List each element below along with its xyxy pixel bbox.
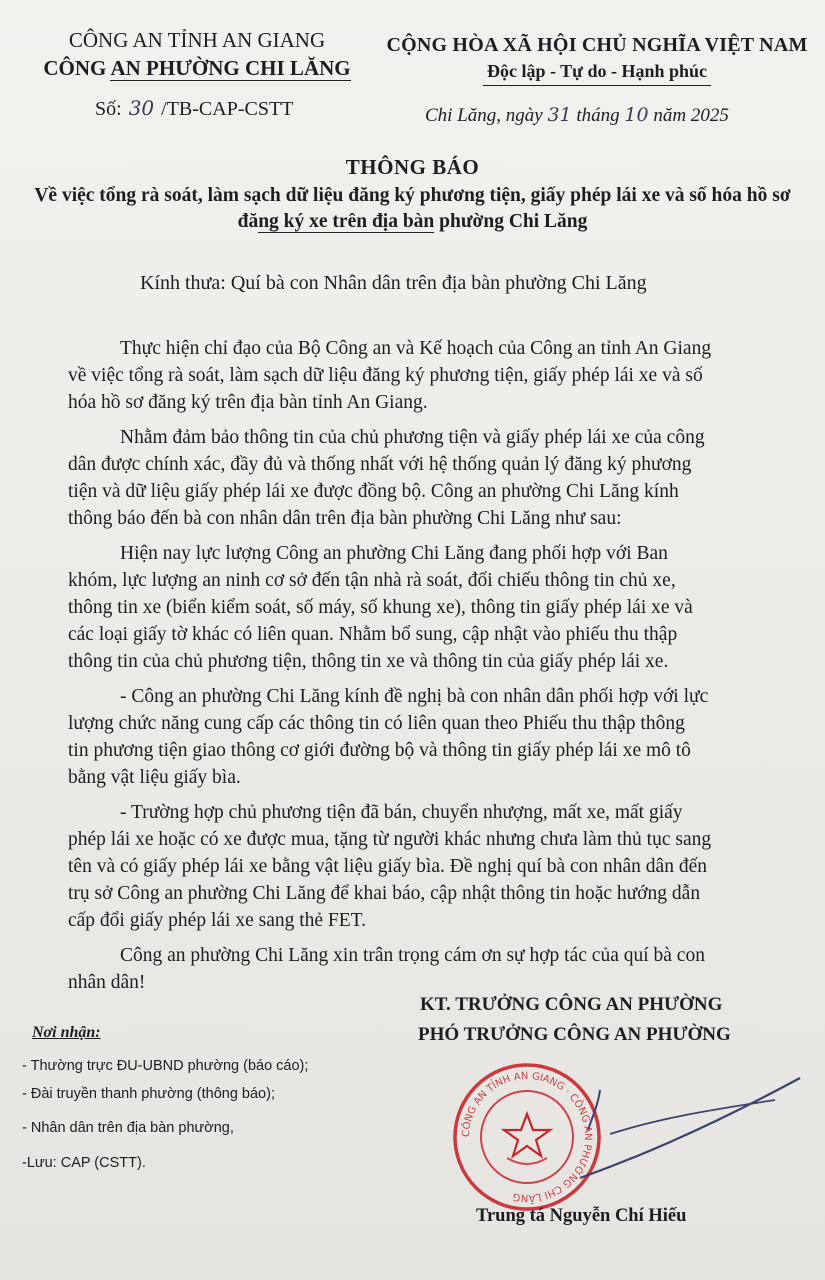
seal-ring-text: CÔNG AN TỈNH AN GIANG · CÔNG AN PHƯỜNG CHI LĂNG — [460, 1070, 594, 1204]
body-line: nhân dân! — [68, 972, 146, 993]
document-title: THÔNG BÁO — [345, 155, 480, 179]
national-heading — [372, 32, 822, 86]
agency-parent: CÔNG AN TỈNH AN GIANG — [68, 28, 326, 52]
body-line: bằng vật liệu giấy bìa. — [68, 767, 241, 788]
signature-title-line1: KT. TRƯỞNG CÔNG AN PHƯỜNG — [420, 994, 723, 1015]
document-subtitle: Về việc tổng rà soát, làm sạch dữ liệu đăng ký phương tiện, giấy phép lái xe và số hóa hồ sơ đăng ký xe trên địa bàn phường Chi Lăng — [34, 185, 791, 232]
recipient-item: - Nhân dân trên địa bàn phường, — [22, 1120, 234, 1136]
agency-name: CÔNG AN PHƯỜNG CHI LĂNG — [43, 56, 351, 80]
document-number: Số: 30 /TB-CAP-CSTT — [95, 96, 294, 120]
recipients-title: Nơi nhận: — [32, 1024, 101, 1041]
date-line: Chi Lăng, ngày 31 tháng 10 năm 2025 — [425, 104, 729, 126]
body-line: thông báo đến bà con nhân dân trên địa bàn phường Chi Lăng như sau: — [68, 508, 622, 529]
recipient-item: - Thường trực ĐU-UBND phường (báo cáo); — [22, 1058, 309, 1074]
handwritten-day: 31 — [547, 104, 572, 126]
signer-name: Trung tá Nguyễn Chí Hiếu — [476, 1206, 687, 1226]
salutation: Kính thưa: Quí bà con Nhân dân trên địa bàn phường Chi Lăng — [140, 272, 647, 294]
body-line: trụ sở Công an phường Chi Lăng để khai báo, cập nhật thông tin hoặc hướng dẫn — [68, 883, 701, 904]
body-line: Hiện nay lực lượng Công an phường Chi Lăng đang phối hợp với Ban — [120, 543, 668, 564]
body-line: các loại giấy tờ khác có liên quan. Nhằm bổ sung, cập nhật vào phiếu thu thập — [68, 624, 678, 645]
body-line: lượng chức năng cung cấp các thông tin có liên quan theo Phiếu thu thập thông — [68, 713, 685, 734]
body-line: Thực hiện chỉ đạo của Bộ Công an và Kế hoạch của Công an tỉnh An Giang — [120, 338, 712, 359]
body-line: tiện và dữ liệu giấy phép lái xe được đồng bộ. Công an phường Chi Lăng kính — [68, 481, 679, 502]
body-line: Nhằm đảm bảo thông tin của chủ phương tiện và giấy phép lái xe của công — [120, 427, 705, 448]
handwritten-signature — [540, 1060, 810, 1200]
handwritten-number: 30 — [128, 96, 155, 120]
recipient-item: - Đài truyền thanh phường (thông báo); — [22, 1086, 275, 1102]
body-line: cấp đổi giấy phép lái xe sang thẻ FET. — [68, 910, 367, 931]
body-line: thông tin xe (biển kiểm soát, số máy, số khung xe), thông tin giấy phép lái xe và — [68, 597, 693, 618]
body-line: thông tin của chủ phương tiện, thông tin xe và thông tin của giấy phép lái xe. — [68, 651, 669, 672]
body-line: - Công an phường Chi Lăng kính đề nghị bà con nhân dân phối hợp với lực — [120, 686, 709, 707]
national-title: CỘNG HÒA XÃ HỘI CHỦ NGHĨA VIỆT NAM — [386, 34, 808, 56]
issuing-agency — [22, 26, 372, 82]
body-line: Công an phường Chi Lăng xin trân trọng cám ơn sự hợp tác của quí bà con — [120, 945, 705, 966]
body-line: về việc tổng rà soát, làm sạch dữ liệu đăng ký phương tiện, giấy phép lái xe và số — [68, 365, 703, 386]
national-motto: Độc lập - Tự do - Hạnh phúc — [483, 58, 711, 86]
body-line: - Trường hợp chủ phương tiện đã bán, chuyển nhượng, mất xe, mất giấy — [120, 802, 683, 823]
body-line: hóa hồ sơ đăng ký trên địa bàn tỉnh An Giang. — [68, 392, 428, 413]
body-line: dân được chính xác, đầy đủ và thống nhất với hệ thống quản lý đăng ký phương — [68, 454, 692, 475]
handwritten-month: 10 — [624, 104, 649, 126]
body-line: khóm, lực lượng an ninh cơ sở đến tận nhà rà soát, đối chiếu thông tin chủ xe, — [68, 570, 676, 591]
signature-title-line2: PHÓ TRƯỞNG CÔNG AN PHƯỜNG — [418, 1024, 731, 1045]
body-line: tin phương tiện giao thông cơ giới đường bộ và thông tin giấy phép lái xe mô tô — [68, 740, 691, 761]
body-line: tên và có giấy phép lái xe bằng vật liệu giấy bìa. Đề nghị quí bà con nhân dân đến — [68, 856, 707, 877]
body-line: phép lái xe hoặc có xe được mua, tặng từ người khác nhưng chưa làm thủ tục sang — [68, 829, 712, 850]
recipient-item: -Lưu: CAP (CSTT). — [22, 1155, 146, 1171]
